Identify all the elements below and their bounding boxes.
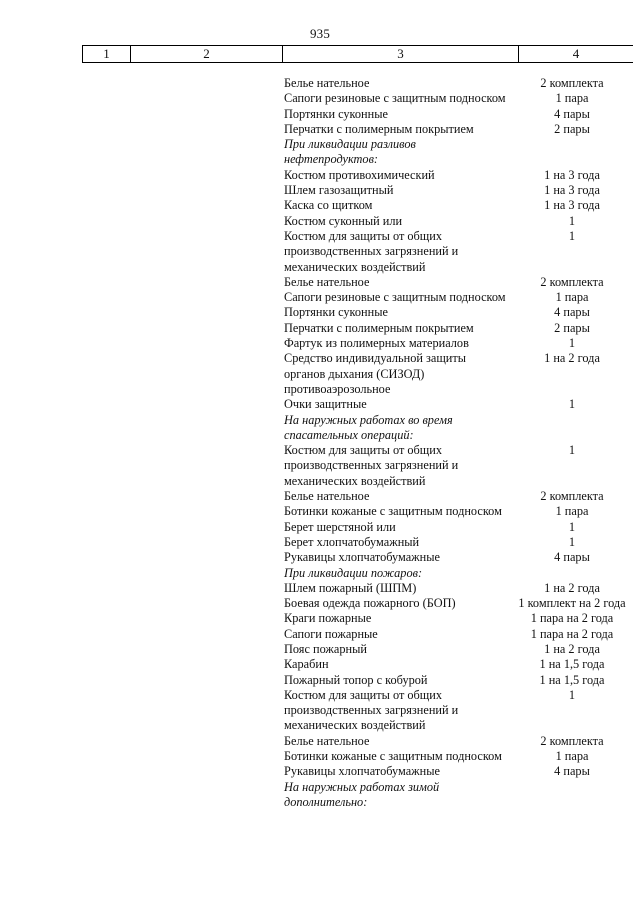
section-heading-row <box>0 137 640 168</box>
item-name: Портянки суконные <box>284 106 388 121</box>
column-header-3: 3 <box>283 46 519 62</box>
column-header-2: 2 <box>131 46 283 62</box>
item-quantity: 2 пары <box>554 121 590 136</box>
page-number: 935 <box>309 26 331 41</box>
table-row <box>0 520 640 535</box>
item-quantity: 1 пара <box>555 504 589 519</box>
table-row <box>0 611 640 626</box>
item-quantity: 1 пара <box>555 749 589 764</box>
item-name: Боевая одежда пожарного (БОП) <box>284 596 456 611</box>
item-quantity: 4 пары <box>554 305 590 320</box>
item-name: Перчатки с полимерным покрытием <box>284 320 474 335</box>
table-row <box>0 198 640 213</box>
table-row <box>0 581 640 596</box>
item-name: Шлем пожарный (ШПМ) <box>284 580 417 595</box>
table-row <box>0 183 640 198</box>
table-row <box>0 673 640 688</box>
table-row <box>0 443 640 489</box>
item-name: Белье нательное <box>284 489 370 504</box>
table-row <box>0 76 640 91</box>
item-quantity: 1 на 1,5 года <box>539 657 605 672</box>
column-header-4: 4 <box>572 46 580 61</box>
item-quantity: 1 <box>568 534 576 549</box>
item-quantity: 4 пары <box>554 106 590 121</box>
item-quantity: 2 комплекта <box>540 76 604 90</box>
item-name: Шлем газозащитный <box>284 183 394 198</box>
item-quantity: 1 на 1,5 года <box>539 672 605 687</box>
table-row <box>0 596 640 611</box>
table-row <box>0 214 640 229</box>
item-quantity: 1 на 2 года <box>544 351 600 366</box>
item-quantity: 1 <box>568 228 576 243</box>
item-name: Сапоги резиновые с защитным подноском <box>284 91 506 106</box>
table-row <box>0 275 640 290</box>
item-name: Карабин <box>284 657 329 672</box>
item-quantity: 1 комплект на 2 года <box>518 596 626 611</box>
section-heading: На наружных работах зимой дополнительно: <box>284 779 440 809</box>
table-row <box>0 734 640 749</box>
item-name: Перчатки с полимерным покрытием <box>284 121 474 136</box>
item-name: Ботинки кожаные с защитным подноском <box>284 749 502 764</box>
item-name: Портянки суконные <box>284 305 388 320</box>
item-name: Берет хлопчатобумажный <box>284 534 420 549</box>
table-row <box>0 122 640 137</box>
table-row <box>0 229 640 275</box>
table-row <box>0 397 640 412</box>
item-quantity: 1 пара на 2 года <box>530 626 614 641</box>
equipment-list <box>0 76 640 810</box>
section-heading: На наружных работах во время спасательных операций: <box>284 412 453 442</box>
item-name: Костюм для защиты от общих производственных загрязнений и механических воздействий <box>284 443 459 488</box>
table-row <box>0 550 640 565</box>
item-name: Костюм противохимический <box>284 167 435 182</box>
section-heading: При ликвидации пожаров: <box>284 565 423 580</box>
item-quantity: 4 пары <box>554 550 590 565</box>
table-row <box>0 336 640 351</box>
item-name: Костюм для защиты от общих производственных загрязнений и механических воздействий <box>284 687 459 733</box>
item-quantity: 1 <box>568 397 576 412</box>
table-row <box>0 305 640 320</box>
item-name: Белье нательное <box>284 274 370 289</box>
item-name: Берет шерстяной или <box>284 519 396 534</box>
table-row <box>0 290 640 305</box>
table-row <box>0 657 640 672</box>
item-quantity: 2 пары <box>554 320 590 335</box>
section-heading-row <box>0 566 640 581</box>
table-row <box>0 107 640 122</box>
table-row <box>0 168 640 183</box>
table-row <box>0 504 640 519</box>
item-name: Краги пожарные <box>284 611 372 626</box>
item-quantity: 1 пара на 2 года <box>530 611 614 626</box>
column-header-1: 1 <box>83 46 131 62</box>
item-name: Рукавицы хлопчатобумажные <box>284 550 440 565</box>
table-row <box>0 627 640 642</box>
item-name: Костюм суконный или <box>284 213 403 228</box>
item-name: Рукавицы хлопчатобумажные <box>284 764 440 779</box>
item-name: Костюм для защиты от общих производственных загрязнений и механических воздействий <box>284 228 459 274</box>
item-quantity: 1 <box>568 213 576 228</box>
item-name: Пожарный топор с кобурой <box>284 672 428 687</box>
table-row <box>0 535 640 550</box>
item-quantity: 1 <box>568 443 576 458</box>
item-quantity: 1 <box>568 687 576 702</box>
item-quantity: 2 комплекта <box>540 733 604 748</box>
item-quantity: 2 комплекта <box>540 489 604 504</box>
table-row <box>0 321 640 336</box>
table-row <box>0 688 640 734</box>
item-quantity: 1 пара <box>555 91 589 106</box>
table-row <box>0 749 640 764</box>
section-heading: При ликвидации разливов нефтепродуктов: <box>284 137 416 167</box>
section-heading-row <box>0 780 640 811</box>
item-name: Пояс пожарный <box>284 641 367 656</box>
item-quantity: 4 пары <box>554 764 590 779</box>
table-row <box>0 642 640 657</box>
item-name: Ботинки кожаные с защитным подноском <box>284 504 502 519</box>
item-quantity: 1 на 2 года <box>544 580 600 595</box>
item-name: Очки защитные <box>284 397 367 412</box>
item-quantity: 1 пара <box>555 290 589 305</box>
item-quantity: 1 на 3 года <box>544 183 600 198</box>
item-name: Сапоги резиновые с защитным подноском <box>284 290 506 305</box>
item-quantity: 1 на 2 года <box>544 641 600 656</box>
column-header-row <box>82 45 633 63</box>
item-name: Каска со щитком <box>284 198 373 213</box>
item-name: Фартук из полимерных материалов <box>284 336 469 351</box>
item-quantity: 2 комплекта <box>540 274 604 289</box>
item-name: Сапоги пожарные <box>284 626 378 641</box>
item-quantity: 1 на 3 года <box>544 167 600 182</box>
table-row <box>0 351 640 397</box>
item-name: Белье нательное <box>284 76 370 90</box>
item-name: Средство индивидуальной защиты органов дыхания (СИЗОД) противоаэрозольное <box>284 351 467 396</box>
section-heading-row <box>0 413 640 444</box>
item-name: Белье нательное <box>284 733 370 748</box>
item-quantity: 1 <box>568 336 576 351</box>
item-quantity: 1 <box>568 519 576 534</box>
item-quantity: 1 на 3 года <box>544 198 600 213</box>
table-row <box>0 489 640 504</box>
table-row <box>0 764 640 779</box>
table-row <box>0 91 640 106</box>
